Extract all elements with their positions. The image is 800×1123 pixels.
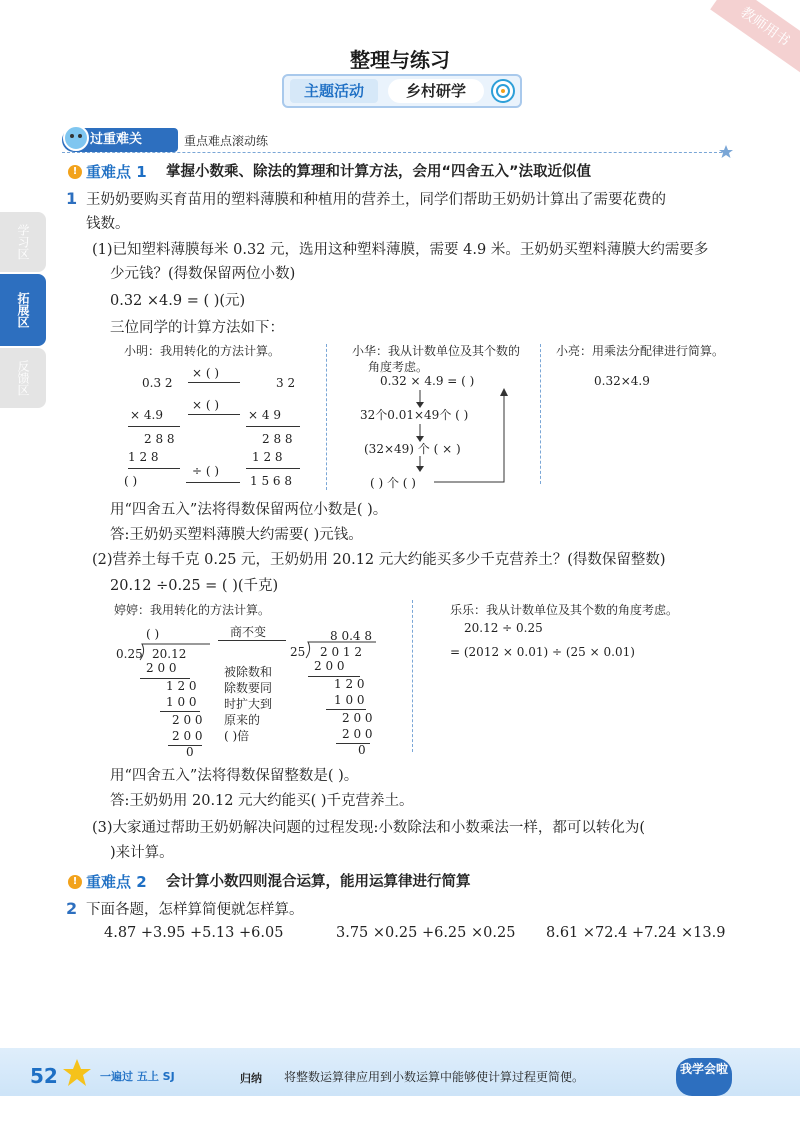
xiaoliang-equation: 0.32×4.9 xyxy=(594,374,650,388)
lele-label: 乐乐：我从计数单位及其个数的角度考虑。 xyxy=(450,603,679,617)
tt-s4: 2 0 0 xyxy=(172,713,203,727)
tt2-rule2 xyxy=(326,709,366,710)
xiaoming-label: 小明：我用转化的方法计算。 xyxy=(124,344,281,358)
sidetab-feedback[interactable]: 反馈区 xyxy=(0,348,46,408)
tt2-s1: 2 0 0 xyxy=(314,659,345,673)
sidetab-extend[interactable]: 拓展区 xyxy=(0,274,46,346)
xm-right-p1: 2 8 8 xyxy=(262,432,293,446)
xm-right-mult: × 4 9 xyxy=(248,408,281,422)
xiaohua-label1: 小华：我从计数单位及其个数的 xyxy=(352,344,521,358)
q1-part1-line1: (1)已知塑料薄膜每米 0.32 元，选用这种塑料薄膜，需要 4.9 米。王奶奶买塑料薄膜大约需要多 xyxy=(92,242,709,258)
q1-part1-line2: 少元钱？(得数保留两位小数) xyxy=(110,266,296,282)
keypoint2-label: 重难点 2 xyxy=(86,873,147,891)
keypoint1-label: 重难点 1 xyxy=(86,163,147,181)
tt-note1: 被除数和 xyxy=(224,665,273,679)
tt2-s3: 1 0 0 xyxy=(334,693,365,707)
lele-line1: 20.12 ÷ 0.25 xyxy=(464,621,543,635)
tt-divisor: 0.25 xyxy=(116,647,143,661)
q1-part1-round[interactable]: 用“四舍五入”法将得数保留两位小数是( )。 xyxy=(110,502,388,518)
q1-part2-round[interactable]: 用“四舍五入”法将得数保留整数是( )。 xyxy=(110,768,359,784)
tt-note5[interactable]: ( )倍 xyxy=(224,729,250,743)
tt2-dividend: 2 0 1 2 xyxy=(320,645,362,659)
xm-right-rule2 xyxy=(246,468,300,469)
xm-arrow2 xyxy=(188,414,240,415)
section-sub: 重点难点滚动练 xyxy=(184,134,269,148)
xm-left-mult: × 4.9 xyxy=(130,408,163,422)
xm-right-result: 1 5 6 8 xyxy=(250,474,292,488)
xh-line1[interactable]: 0.32 × 4.9 = ( ) xyxy=(380,374,475,388)
tt2-s5: 2 0 0 xyxy=(342,727,373,741)
keypoint2-icon: ! xyxy=(68,875,82,889)
tt-note3: 时扩大到 xyxy=(224,697,273,711)
tt-rule2 xyxy=(160,711,200,712)
xm-right-p2: 1 2 8 xyxy=(252,450,283,464)
xh-return-arrow xyxy=(430,386,510,486)
q2-intro: 下面各题，怎样算简便就怎样算。 xyxy=(86,902,304,918)
topic-banner xyxy=(282,74,522,108)
tt2-s2: 1 2 0 xyxy=(334,677,365,691)
q1-part3-line1: (3)大家通过帮助王奶奶解决问题的过程发现:小数除法和小数乘法一样，都可以转化为( xyxy=(92,820,646,836)
tt-dividend: 20.12 xyxy=(152,647,187,661)
tt-s6: 0 xyxy=(186,745,194,759)
xm-arrow1 xyxy=(188,382,240,383)
page-title: 整理与练习 xyxy=(350,48,450,72)
topic-name: 乡村研学 xyxy=(388,79,484,103)
q1-part2-line1: (2)营养土每千克 0.25 元，王奶奶用 20.12 元大约能买多少千克营养土？(得数保留整数) xyxy=(92,552,666,568)
target-icon xyxy=(490,78,516,104)
divider-1 xyxy=(326,344,327,490)
q2-number: 2 xyxy=(66,899,78,918)
sidetab-study[interactable]: 学习区 xyxy=(0,212,46,272)
q1-intro-line1: 王奶奶要购买育苗用的塑料薄膜和种植用的营养土，同学们帮助王奶奶计算出了需要花费的 xyxy=(86,192,666,208)
page-number: 52 xyxy=(30,1064,58,1088)
section-divider xyxy=(62,152,722,153)
topic-label: 主题活动 xyxy=(290,79,378,103)
xm-arrow-label3[interactable]: ÷ ( ) xyxy=(192,464,220,478)
star-icon xyxy=(718,144,734,160)
section-label: 过重难关 xyxy=(62,128,178,152)
tt-arrow xyxy=(218,640,286,641)
tt-s3: 1 0 0 xyxy=(166,695,197,709)
tt2-quotient: 8 0.4 8 xyxy=(330,629,372,643)
xm-calc-right: 3 2 xyxy=(276,376,296,390)
mascot-icon xyxy=(62,124,90,152)
lele-line2: = (2012 × 0.01) ÷ (25 × 0.01) xyxy=(450,645,635,659)
q1-part1-equation[interactable]: 0.32 ×4.9 = ( )(元) xyxy=(110,293,246,309)
xiaoliang-label: 小亮：用乘法分配律进行简算。 xyxy=(556,344,725,358)
keypoint1-text: 掌握小数乘、除法的算理和计算方法，会用“四舍五入”法取近似值 xyxy=(166,164,592,180)
q1-part2-equation[interactable]: 20.12 ÷0.25 = ( )(千克) xyxy=(110,578,279,594)
xm-arrow-label1[interactable]: × ( ) xyxy=(192,366,220,380)
q2-expr-1: 4.87 +3.95 +5.13 +6.05 xyxy=(104,925,284,941)
keypoint2-text: 会计算小数四则混合运算，能用运算律进行简算 xyxy=(166,874,471,890)
keypoint-icon: ! xyxy=(68,165,82,179)
teacher-stamp: 教师用书 xyxy=(710,0,800,72)
q1-number: 1 xyxy=(66,189,78,208)
tt2-divisor: 25 xyxy=(290,645,306,659)
tt-quotient-blank[interactable]: ( ) xyxy=(146,627,160,641)
xm-left-result[interactable]: ( ) xyxy=(124,474,138,488)
tt-rule3 xyxy=(168,745,202,746)
tt-note4: 原来的 xyxy=(224,713,261,727)
xm-right-rule xyxy=(246,426,300,427)
book-name: 一遍过 五上 SJ xyxy=(100,1070,175,1083)
xm-left-rule xyxy=(128,426,180,427)
q1-part1-answer[interactable]: 答:王奶奶买塑料薄膜大约需要( )元钱。 xyxy=(110,527,363,543)
star-mascot-icon xyxy=(62,1058,92,1088)
tt-s5: 2 0 0 xyxy=(172,729,203,743)
q1-methods-intro: 三位同学的计算方法如下： xyxy=(110,320,284,336)
tt2-s6: 0 xyxy=(358,743,366,757)
q1-part2-answer[interactable]: 答:王奶奶用 20.12 元大约能买( )千克营养土。 xyxy=(110,793,414,809)
xiaohua-label2: 角度考虑。 xyxy=(368,360,429,374)
xh-line3[interactable]: (32×49) 个 ( × ) xyxy=(364,442,461,456)
xm-arrow-label2[interactable]: × ( ) xyxy=(192,398,220,412)
xh-down-arrows xyxy=(414,388,426,474)
q2-expr-2: 3.75 ×0.25 +6.25 ×0.25 xyxy=(336,925,516,941)
xm-calc-left: 0.3 2 xyxy=(142,376,173,390)
q1-intro-line2: 钱数。 xyxy=(86,216,130,232)
xm-arrow3 xyxy=(186,482,240,483)
xm-left-rule2 xyxy=(128,468,180,469)
tt-s1: 2 0 0 xyxy=(146,661,177,675)
xh-line2[interactable]: 32个0.01×49个 ( ) xyxy=(360,408,469,422)
tip-label: 归纳 xyxy=(240,1072,262,1085)
tt-note-title: 商不变 xyxy=(230,625,267,639)
q2-expr-3: 8.61 ×72.4 +7.24 ×13.9 xyxy=(546,925,726,941)
tt-note2: 除数要同 xyxy=(224,681,273,695)
divider-3 xyxy=(412,600,413,752)
tt2-s4: 2 0 0 xyxy=(342,711,373,725)
mastered-badge[interactable]: 我学会啦 xyxy=(676,1058,732,1096)
tingting-label: 婷婷：我用转化的方法计算。 xyxy=(114,603,271,617)
xh-line4[interactable]: ( ) 个 ( ) xyxy=(370,476,416,490)
q1-part3-line2[interactable]: )来计算。 xyxy=(110,845,174,861)
tt-s2: 1 2 0 xyxy=(166,679,197,693)
tip-text: 将整数运算律应用到小数运算中能够使计算过程更简便。 xyxy=(284,1070,585,1084)
divider-2 xyxy=(540,344,541,484)
xm-left-p1: 2 8 8 xyxy=(144,432,175,446)
xm-left-p2: 1 2 8 xyxy=(128,450,159,464)
